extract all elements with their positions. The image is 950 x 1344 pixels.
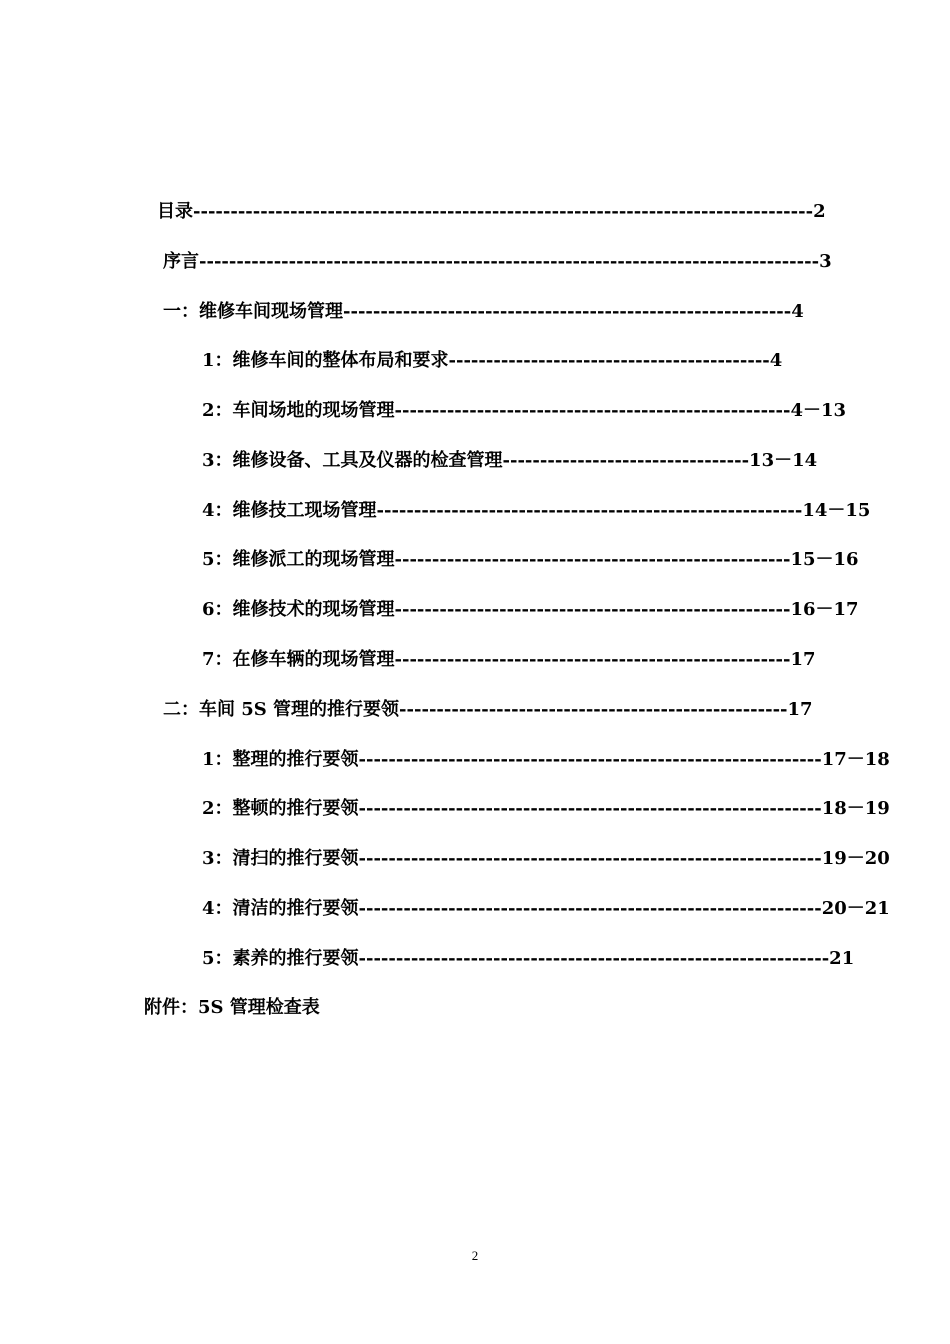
toc-line-section-2: 二：车间 5S 管理的推行要领----------------------------------------------------17 bbox=[163, 699, 813, 720]
toc-line-1-5: 5：维修派工的现场管理-----------------------------------------------------15－16 bbox=[202, 549, 859, 570]
toc-line-1-1: 1：维修车间的整体布局和要求-------------------------------------------4 bbox=[202, 350, 783, 371]
toc-line-preface: 序言-----------------------------------------------------------------------------------3 bbox=[163, 251, 832, 272]
toc-line-1-3: 3：维修设备、工具及仪器的检查管理---------------------------------13－14 bbox=[202, 450, 818, 471]
toc-line-appendix: 附件：5S 管理检查表 bbox=[144, 997, 320, 1018]
toc-line-1-2: 2：车间场地的现场管理-----------------------------------------------------4－13 bbox=[202, 400, 847, 421]
toc-line-1-4: 4：维修技工现场管理---------------------------------------------------------14－15 bbox=[202, 500, 871, 521]
toc-line-1-6: 6：维修技术的现场管理-----------------------------------------------------16－17 bbox=[202, 599, 859, 620]
toc-line-2-5: 5：素养的推行要领---------------------------------------------------------------21 bbox=[202, 948, 855, 969]
toc-line-2-2: 2：整顿的推行要领--------------------------------------------------------------18－19 bbox=[202, 798, 890, 819]
page-number: 2 bbox=[471, 1248, 479, 1263]
toc-line-section-1: 一：维修车间现场管理------------------------------------------------------------4 bbox=[163, 301, 804, 322]
toc-line-2-3: 3：清扫的推行要领--------------------------------------------------------------19－20 bbox=[202, 848, 890, 869]
toc-line-2-1: 1：整理的推行要领--------------------------------------------------------------17－18 bbox=[202, 749, 890, 770]
toc-line-2-4: 4：清洁的推行要领--------------------------------------------------------------20－21 bbox=[202, 898, 890, 919]
toc-line-1-7: 7：在修车辆的现场管理-----------------------------------------------------17 bbox=[202, 649, 816, 670]
toc-line-contents: 目录-----------------------------------------------------------------------------------2 bbox=[157, 201, 826, 222]
